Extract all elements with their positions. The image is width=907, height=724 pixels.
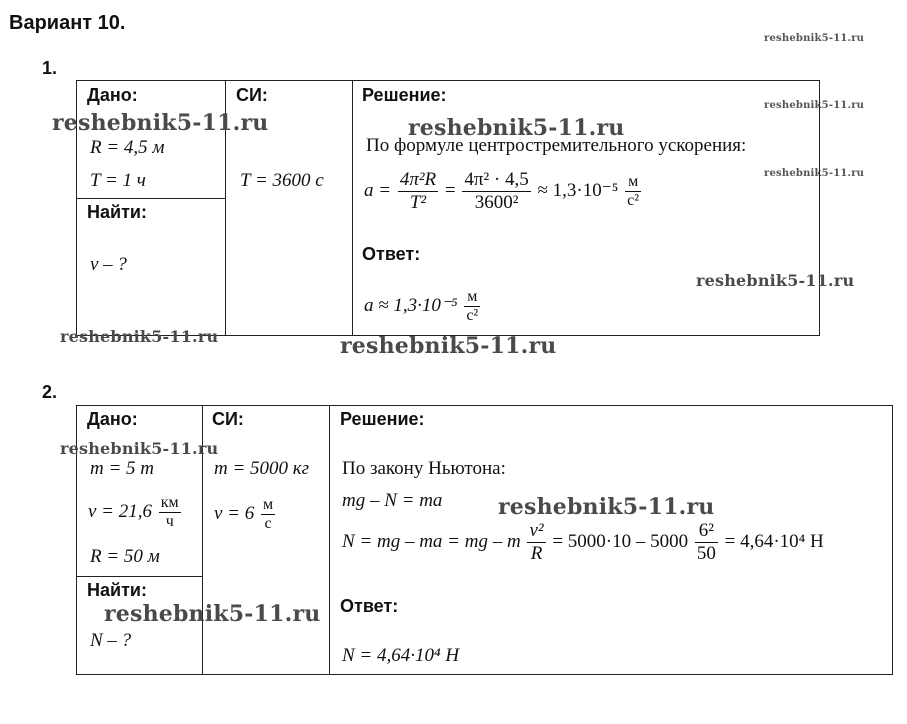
unit-fraction: $\frac{м}{\text{с²}}$ <box>627 173 640 209</box>
given-header: Дано: <box>87 85 138 105</box>
si-mass: m = 5000 кг <box>214 458 310 479</box>
watermark: reshebnik5-11.ru <box>52 110 269 136</box>
find-header: Найти: <box>87 202 147 222</box>
unit-fraction: $\frac{м}{с}$ <box>263 496 274 532</box>
find-header: Найти: <box>87 580 147 600</box>
law-intro: По закону Ньютона: <box>342 458 506 479</box>
unit-fraction: $\frac{км}{ч}$ <box>160 494 179 530</box>
answer-header: Ответ: <box>362 244 421 264</box>
fraction: $\frac{\text{v²}}{R}$ <box>529 520 544 564</box>
find-value: v – ? <box>90 254 127 275</box>
watermark: reshebnik5-11.ru <box>408 115 625 141</box>
answer-value: N = 4,64·10⁴ Н <box>342 645 460 666</box>
watermark: reshebnik5-11.ru <box>764 100 865 111</box>
given-radius: R = 4,5 м <box>90 137 165 158</box>
find-value: N – ? <box>90 630 132 651</box>
problem-number: 1. <box>42 58 58 78</box>
watermark: reshebnik5-11.ru <box>764 33 865 44</box>
fraction: $\frac{\text{4π² · 4,5}}{\text{3600²}}$ <box>464 169 529 213</box>
problem-number: 2. <box>42 382 58 402</box>
equation-1: mg – N = ma <box>342 490 443 511</box>
watermark: reshebnik5-11.ru <box>104 601 321 627</box>
watermark: reshebnik5-11.ru <box>764 168 865 179</box>
equation-2: N = mg – ma = mg – m $\frac{\text{v²}}{R}$ = 5000·10 – 5000 $\frac{\text{6²}}{50}$ = 4,64·10⁴ Н <box>342 520 824 564</box>
fraction: $\frac{\text{6²}}{50}$ <box>696 520 716 564</box>
given-period: T = 1 ч <box>90 170 146 191</box>
watermark: reshebnik5-11.ru <box>60 327 219 346</box>
watermark: reshebnik5-11.ru <box>696 271 855 290</box>
given-mass: m = 5 т <box>90 458 155 479</box>
unit-fraction: $\frac{м}{\text{с²}}$ <box>466 288 479 324</box>
si-period: T = 3600 с <box>240 170 324 191</box>
formula-intro: По формуле центростремительного ускорения: <box>366 135 747 156</box>
watermark: reshebnik5-11.ru <box>498 494 715 520</box>
eq-lhs: a = <box>364 179 392 201</box>
si-header: СИ: <box>236 85 268 105</box>
given-velocity: v = 21,6 $\frac{км}{ч}$ <box>88 494 179 530</box>
solution-header: Решение: <box>362 85 447 105</box>
si-velocity: v = 6 $\frac{м}{с}$ <box>214 496 274 532</box>
acceleration-equation: a = $\frac{\text{4π²R}}{\text{T²}}$ = $\frac{\text{4π² · 4,5}}{\text{3600²}}$ ≈ 1,3·10⁻⁵ $\frac{м}{\text{с²}}$ <box>364 169 640 213</box>
given-header: Дано: <box>87 409 138 429</box>
fraction: $\frac{\text{4π²R}}{\text{T²}}$ <box>399 169 437 213</box>
answer-header: Ответ: <box>340 596 399 616</box>
watermark: reshebnik5-11.ru <box>60 439 219 458</box>
answer-value: a ≈ 1,3·10⁻⁵ $\frac{м}{\text{с²}}$ <box>364 288 479 324</box>
page-title: Вариант 10. <box>9 12 126 34</box>
si-header: СИ: <box>212 409 244 429</box>
given-radius: R = 50 м <box>90 546 160 567</box>
solution-header: Решение: <box>340 409 425 429</box>
watermark: reshebnik5-11.ru <box>340 333 557 359</box>
